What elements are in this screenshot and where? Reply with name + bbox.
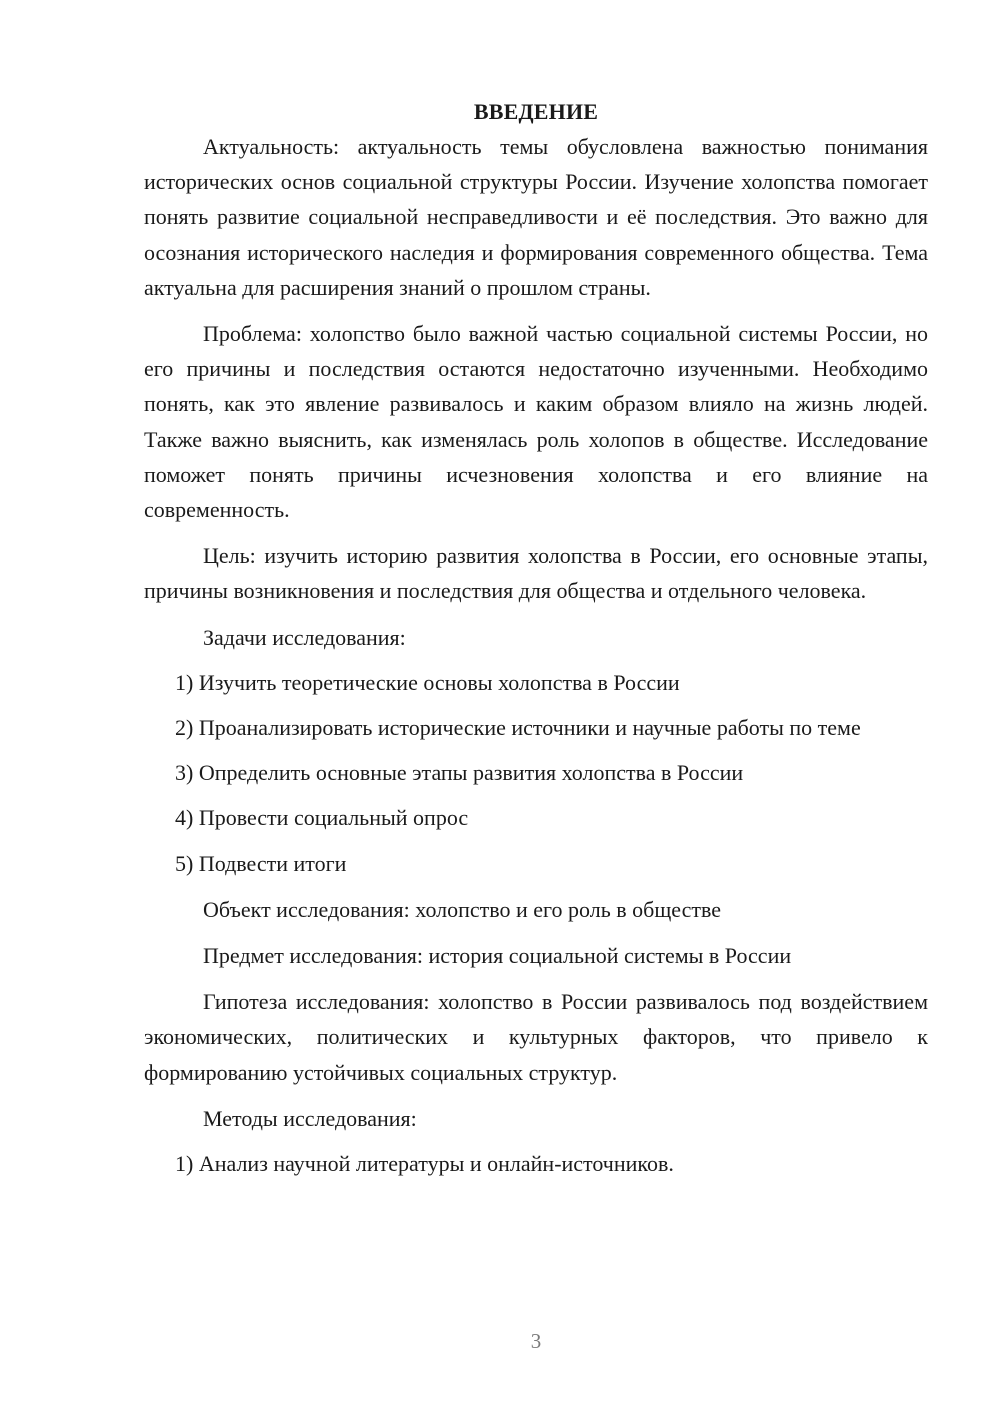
- page-title: ВВЕДЕНИЕ: [473, 99, 599, 124]
- task-item-4: 4) Провести социальный опрос: [175, 805, 469, 831]
- tasks-heading: Задачи исследования:: [203, 624, 406, 650]
- paragraph-goal: Цель: изучить историю развития холопства в России, его основные этапы, причины возникновения и последствия для общества и отдельного человека.: [144, 543, 928, 604]
- paragraph-object: Объект исследования: холопство и его роль в обществе: [203, 896, 721, 922]
- task-item-2: 2) Проанализировать исторические источники и научные работы по теме: [175, 715, 861, 741]
- paragraph-hypothesis: Гипотеза исследования: холопство в России развивалось под воздействием экономических, политических и культурных факторов, что привело к формированию устойчивых социальных структур.: [144, 989, 928, 1085]
- task-item-5: 5) Подвести итоги: [175, 850, 347, 876]
- task-item-3: 3) Определить основные этапы развития холопства в России: [175, 760, 744, 786]
- document-page: [144, 94, 928, 1181]
- paragraph-subject: Предмет исследования: история социальной системы в России: [203, 943, 792, 969]
- methods-heading: Методы исследования:: [203, 1105, 417, 1131]
- method-item-1: 1) Анализ научной литературы и онлайн-источников.: [175, 1151, 674, 1177]
- task-item-1: 1) Изучить теоретические основы холопства в России: [175, 669, 680, 695]
- page-number: 3: [530, 1329, 542, 1353]
- paragraph-relevance: Актуальность: актуальность темы обусловлена важностью понимания исторических основ социальной структуры России. Изучение холопства помогает понять развитие социальной несправедливости и её последствия. Это важно для осознания исторического наследия и формирования современного общества. Тема актуальна для расширения знаний о прошлом страны.: [144, 134, 928, 300]
- paragraph-problem: Проблема: холопство было важной частью социальной системы России, но его причины и последствия остаются недостаточно изученными. Необходимо понять, как это явление развивалось и каким образом влияло на жизнь людей. Также важно выяснить, как изменялась роль холопов в обществе. Исследование поможет понять причины исчезновения холопства и его влияние на современность.: [144, 321, 928, 523]
